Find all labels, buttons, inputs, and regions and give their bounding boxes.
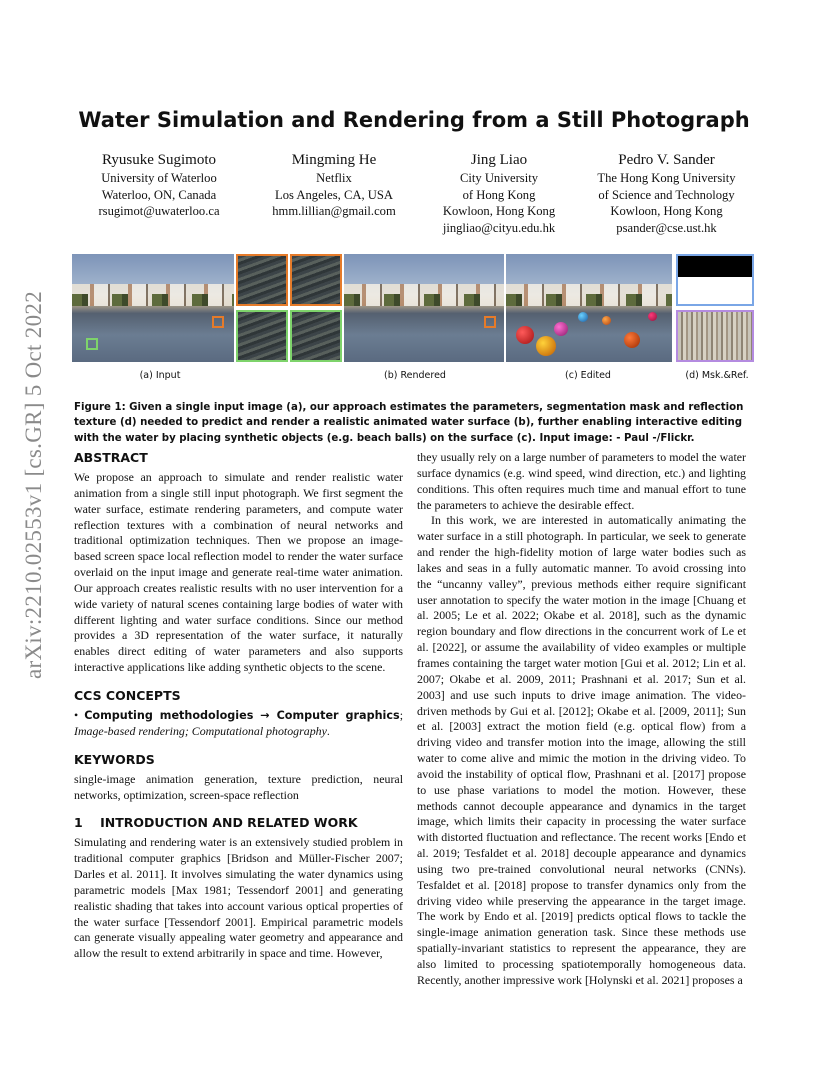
- segmentation-mask: [676, 254, 754, 306]
- author-block: [74, 151, 754, 241]
- author-name: Mingming He: [291, 152, 377, 168]
- author-affiliation: Kowloon, Hong Kong: [610, 204, 723, 218]
- intro-heading: 1 INTRODUCTION AND RELATED WORK: [74, 815, 358, 831]
- author-email: jingliao@cityu.edu.hk: [442, 220, 556, 235]
- figure-label-edited: (c) Edited: [565, 370, 611, 381]
- author-affiliation: The Hong Kong University: [597, 171, 736, 185]
- figure-label-rendered: (b) Rendered: [384, 370, 446, 381]
- author-affiliation: Netflix: [316, 171, 352, 185]
- author-affiliation: of Hong Kong: [462, 187, 536, 202]
- figure-caption: Figure 1: Given a single input image (a), our approach estimates the parameters, segmentation mask and reflection texture (d) needed to predict and render a realistic animated water surface (b), further enabling interactive editing with the water by placing synthetic objects (e.g. beach balls) on the surface (c). Input image: - Paul -/Flickr.: [74, 402, 744, 444]
- intro-paragraph: they usually rely on a large number of parameters to model the water surface dynamics (e.g. wind speed, wind direction, etc.) and lighting conditions. This often requires much time and manual effort to tune the parameters to achieve the desirable effect.: [417, 450, 746, 512]
- author-affiliation: Kowloon, Hong Kong: [442, 204, 556, 218]
- abstract-text: We propose an approach to simulate and render realistic water animation from a single still input photograph. We first segment the water surface, estimate rendering parameters, and compute water reflection textures with a combination of neural networks and traditional optimization techniques. Then we propose an image-based screen space local reflection model to render the water surface overlaid on the input image and generate real-time water animation. Our approach creates realistic results with no user intervention for a wide variety of natural scenes containing large bodies of water with different lighting and water surface conditions. Since our method provides a 3D representation of the water surface, it naturally enables direct editing of water parameters and also supports interactive applications like adding synthetic objects to the scene.: [74, 470, 403, 675]
- edited-photo: [506, 254, 672, 362]
- reflection-texture: [676, 310, 754, 362]
- keywords-text: single-image animation generation, texture prediction, neural networks, optimization, screen-space reflection: [74, 771, 403, 802]
- figure-label-input: (a) Input: [139, 370, 181, 381]
- author-name: Jing Liao: [470, 152, 528, 168]
- author-affiliation: City University: [459, 171, 538, 185]
- author-3: [419, 151, 579, 236]
- paper-title: Water Simulation and Rendering from a Still Photograph: [78, 108, 750, 132]
- ccs-text: • Computing methodologies → Computer graphics; Image-based rendering; Computational photography.: [74, 707, 403, 738]
- beach-ball: [578, 312, 588, 322]
- zoom-inset-green: [290, 310, 342, 362]
- orange-marker: [212, 316, 224, 328]
- left-column: [74, 450, 403, 962]
- orange-marker: [484, 316, 496, 328]
- author-affiliation: Los Angeles, CA, USA: [275, 187, 393, 202]
- intro-paragraph: In this work, we are interested in automatically animating the water surface in a still photograph. In particular, we seek to generate and render the high-fidelity motion of large water bodies such as lakes and seas in a fully automatic manner. To avoid crossing into the “uncanny valley”, previous methods either require significant user annotation to specify the water motion in the image [Chuang et al. 2005; Le et al. 2022; Okabe et al. 2018], such as the dynamic region boundary and flow directions in the concurrent work of Le et al. [2022], or assume the availability of video examples or multiple frames containing the target water motion [Gui et al. 2012; Lin et al. 2007; Okabe et al. 2009, 2011; Prashnani et al. 2017; Sun et al. 2003] and use such inputs to drive image animation. The video-driven methods by Gui et al. [2012]; Okabe et al. [2009, 2011]; Sun et al. [2003] extract the motion field (e.g. optical flow) from a driving video and transfer motion into the image, allowing the still water to come alive and mimic the motion in the driving video. To avoid the instability of optical flow, Prashnani et al. [2017] propose to use phase variations to model the motion. However, these methods cannot decouple appearance and dynamics in the target image, which limits their capacity in processing the water surface with distorted fluctuation and reflectance. The recent works [Endo et al. 2019; Tesfaldet et al. 2018] decouple appearance and dynamics using two pre-trained convolutional neural networks (CNNs). Tesfaldet et al. [2018] propose to transfer dynamics only from the driving video while preserving the appearance in the target image. The work by Endo et al. [2019] predicts optical flows to tackle the single-image animation generation task. Since these methods use spatially-invariant statistics to represent the appearance, they are also limited to processing spatiotemporally homogeneous data. Recently, another impressive work [Holynski et al. 2021] proposes a: [417, 513, 746, 987]
- teaser-figure: [72, 254, 754, 362]
- keywords-heading: KEYWORDS: [74, 751, 155, 767]
- zoom-inset-orange: [290, 254, 342, 306]
- ccs-heading: CCS CONCEPTS: [74, 687, 181, 703]
- beach-ball: [624, 332, 640, 348]
- author-name: Pedro V. Sander: [618, 152, 715, 168]
- beach-ball: [536, 336, 556, 356]
- author-affiliation: of Science and Technology: [598, 187, 735, 202]
- right-column: [417, 450, 746, 989]
- author-name: Ryusuke Sugimoto: [102, 152, 216, 168]
- author-email: psander@cse.ust.hk: [616, 220, 717, 235]
- rendered-photo: [344, 254, 504, 362]
- figure-label-mask: (d) Msk.&Ref.: [685, 370, 749, 381]
- arxiv-identifier: arXiv:2210.02553v1 [cs.GR] 5 Oct 2022: [21, 291, 46, 679]
- author-4: [579, 151, 754, 236]
- author-affiliation: University of Waterloo: [101, 171, 217, 185]
- beach-ball: [516, 326, 534, 344]
- zoom-inset-orange: [236, 254, 288, 306]
- intro-paragraph: Simulating and rendering water is an extensively studied problem in traditional computer graphics [Bridson and Müller-Fischer 2007; Darles et al. 2011]. It involves simulating the water dynamics using parametric models [Max 1981; Tessendorf 2001] and generating realistic shading that takes into account various optical properties of the water surface [Tessendorf 2001]. Empirical parametric models can generate visually appealing water geometry and appearance and allow the result to extend arbitrarily in space and time. However,: [74, 835, 403, 961]
- abstract-heading: ABSTRACT: [74, 450, 148, 465]
- green-marker: [86, 338, 98, 350]
- author-email: hmm.lillian@gmail.com: [272, 204, 396, 218]
- author-affiliation: Waterloo, ON, Canada: [101, 187, 217, 202]
- beach-ball: [554, 322, 568, 336]
- author-1: [74, 151, 244, 220]
- author-email: rsugimot@uwaterloo.ca: [98, 204, 220, 218]
- zoom-inset-green: [236, 310, 288, 362]
- beach-ball: [648, 312, 657, 321]
- beach-ball: [602, 316, 611, 325]
- author-2: [254, 151, 414, 220]
- input-photo: [72, 254, 234, 362]
